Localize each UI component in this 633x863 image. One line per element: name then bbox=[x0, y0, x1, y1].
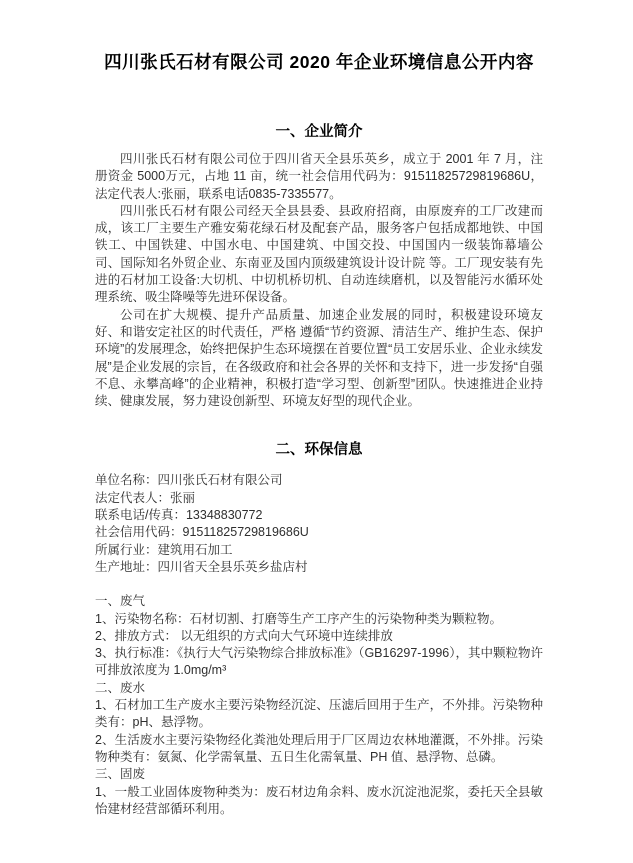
waste-gas-section bbox=[95, 593, 543, 679]
section-heading-company-intro: 一、企业简介 bbox=[275, 124, 363, 140]
info-value: 四川省天全县乐英乡盐店村 bbox=[157, 559, 308, 574]
info-value: 四川张氏石材有限公司 bbox=[157, 473, 283, 488]
info-line-production-address bbox=[95, 559, 543, 576]
info-line-phone-fax bbox=[95, 507, 543, 524]
solid-waste-heading: 三、固废 bbox=[95, 767, 146, 782]
solid-waste-item: 1、一般工业固体废物种类为：废石材边角余料、废水沉淀池泥浆，委托天全县敏怡建材经营部循环利用。 bbox=[95, 784, 543, 816]
waste-water-heading: 二、废水 bbox=[95, 680, 146, 695]
info-value: 91511825729819686U bbox=[182, 525, 309, 540]
info-line-legal-representative bbox=[95, 490, 543, 507]
waste-gas-item: 2、排放方式： 以无组织的方式向大气环境中连续排放 bbox=[95, 628, 393, 643]
solid-waste-section bbox=[95, 766, 543, 818]
waste-gas-item: 3、执行标准：《执行大气污染物综合排放标准》（GB16297-1996），其中颗粒物许可排放浓度为 1.0mg/m³ bbox=[95, 646, 543, 678]
waste-water-section bbox=[95, 680, 543, 766]
info-label: 所属行业： bbox=[95, 542, 158, 557]
section-heading-env-info: 二、环保信息 bbox=[275, 442, 363, 459]
intro-paragraph: 公司在扩大规模、提升产品质量、加速企业发展的同时，积极建设环境友好、和谐安定社区的时代责任，严格 遵循“节约资源、清洁生产、维护生态、保护环境”的发展理念，始终把保护生态环境摆在首要位置“员工安居乐业、企业永续发展”是企业发展的宗旨，在各级政府和社会各界的关怀和支持下，进一步发扬“自强不息、永攀高峰”的企业精神，积极打造“学习型、创新型”团队。快速推进企业持续、健康发展，努力建设创新型、环境友好型的现代企业。 bbox=[95, 307, 543, 409]
info-value: 13348830772 bbox=[185, 508, 263, 523]
basic-info-list bbox=[95, 472, 543, 576]
info-line-industry bbox=[95, 542, 543, 559]
info-label: 生产地址： bbox=[95, 559, 158, 574]
waste-gas-item: 1、污染物名称：石材切割、打磨等生产工序产生的污染物种类为颗粒物。 bbox=[95, 611, 502, 626]
waste-water-item: 2、生活废水主要污染物经化粪池处理后用于厂区周边农林地灌溉，不外排。污染物种类有：氨氮、化学需氧量、五日生化需氧量、PH 值、悬浮物、总磷。 bbox=[95, 732, 543, 764]
info-label: 社会信用代码： bbox=[95, 525, 183, 540]
intro-paragraph: 四川张氏石材有限公司位于四川省天全县乐英乡，成立于 2001 年 7 月，注册资金 5000万元，占地 11 亩，统一社会信用代码为：91511825729819686U，法定代表人:张丽，联系电话0835-7335577。 bbox=[95, 152, 543, 201]
company-intro-body bbox=[95, 151, 543, 410]
intro-paragraph: 四川张氏石材有限公司经天全县县委、县政府招商，由原废弃的工厂改建而成，该工厂主要生产雅安菊花绿石材及配套产品，服务客户包括成都地铁、中国铁工、中国铁建、中国水电、中国建筑、中国交投、中国国内一级装饰幕墙公司、国际知名外贸企业、东南亚及国内顶级建筑设计设计院 等。工厂现安装有先进的石材加工设备:大切机、中切机桥切机、自动连续磨机，以及智能污水循环处理系统、吸尘降噪等先进环保设备。 bbox=[95, 203, 543, 305]
info-line-credit-code bbox=[95, 524, 543, 541]
waste-gas-heading: 一、废气 bbox=[95, 594, 146, 609]
info-label: 联系电话/传真： bbox=[95, 508, 186, 523]
info-value: 张丽 bbox=[170, 490, 196, 505]
document-title: 四川张氏石材有限公司 2020 年企业环境信息公开内容 bbox=[104, 52, 534, 72]
info-value: 建筑用石加工 bbox=[157, 542, 233, 557]
waste-water-item: 1、石材加工生产废水主要污染物经沉淀、压滤后回用于生产，不外排。污染物种类有：pH、悬浮物。 bbox=[95, 698, 543, 730]
info-label: 法定代表人： bbox=[95, 490, 171, 505]
info-label: 单位名称： bbox=[95, 473, 158, 488]
info-line-unit-name bbox=[95, 472, 543, 489]
